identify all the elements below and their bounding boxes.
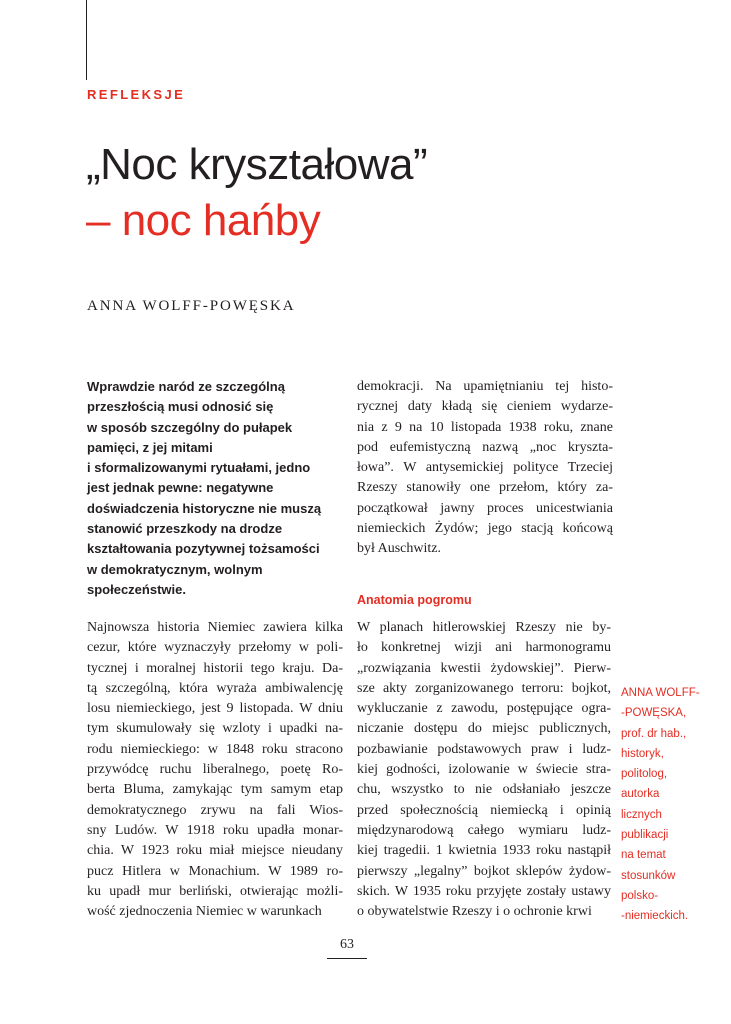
text-line: kształtowania pozytywnej tożsamości <box>87 541 320 557</box>
text-line: i sformalizowanymi rytuałami, jedno <box>87 460 311 476</box>
text-line: polsko- <box>621 889 659 902</box>
text-line: tą szczególną, która wyraża ambiwalencję <box>87 680 343 696</box>
text-line: historyk, <box>621 747 664 760</box>
text-line: W planach hitlerowskiej Rzeszy nie by- <box>357 620 611 635</box>
text-line: w sposób szczególny do pułapek <box>87 419 293 435</box>
body-column-1 <box>87 618 343 922</box>
text-line: Rzeszy stanowiły one przełom, który za- <box>357 480 613 496</box>
text-line: -POWĘSKA, <box>621 707 687 720</box>
text-line: w demokratycznym, wolnym <box>87 561 263 577</box>
text-line: -niemieckich. <box>621 910 689 923</box>
text-line: skich. W 1935 roku przyjęte zostały ustawy <box>357 883 611 899</box>
text-line: społeczeństwie. <box>87 581 186 597</box>
text-line: publikacji <box>621 829 669 842</box>
body-column-2-top <box>357 377 613 560</box>
text-line: na temat <box>621 849 666 862</box>
text-line: przywódcę ruchu liberalnego, poetę Ro- <box>87 762 343 778</box>
text-line: przeszłością musi odnosić się <box>87 399 274 415</box>
subheading: Anatomia pogromu <box>357 593 472 607</box>
text-line: losu niemieckiego, jest 9 listopada. W dniu <box>87 701 343 717</box>
text-line: stosunków <box>621 869 676 882</box>
text-line: chia. W 1923 roku miał miejsce nieudany <box>87 843 343 859</box>
text-line: pod eufemistyczną nazwą „noc kryszta- <box>357 439 613 455</box>
text-line: „rozwiązania kwestii żydowskiej”. Pierw- <box>357 660 611 676</box>
text-line: ku upadł mur berliński, otwierając możli- <box>87 883 343 899</box>
body-column-2-bottom <box>357 618 611 922</box>
text-line: berta Bluma, zamykając tym samym etap <box>87 782 343 798</box>
text-line: demokracji. Na upamiętnianiu tej histo- <box>357 379 613 394</box>
title-line-2: – noc hańby <box>86 196 321 245</box>
text-line: doświadczenia historyczne nie muszą <box>87 500 322 516</box>
text-line: autorka <box>621 788 660 801</box>
text-line: ło konkretnej wizji ani harmonogramu <box>357 640 611 656</box>
page-number: 63 <box>340 937 354 952</box>
top-vertical-rule <box>86 0 87 80</box>
text-line: sze akty zorganizowanego terroru: bojkot, <box>357 680 611 696</box>
text-line: międzynarodową całego wymiaru ludz- <box>357 822 611 838</box>
text-line: o obywatelstwie Rzeszy i o ochronie krwi <box>357 904 592 920</box>
text-line: tym skumulowały się wzloty i upadki na- <box>87 721 343 737</box>
text-line: wość zjednoczenia Niemiec w warunkach <box>87 904 322 920</box>
text-line: był Auschwitz. <box>357 541 441 557</box>
text-line: politolog, <box>621 768 668 781</box>
text-line: niemieckich Żydów; jego stacją końcową <box>357 521 613 537</box>
text-line: początkował jawny proces unicestwiania <box>357 500 613 516</box>
title-line-1: „Noc kryształowa” <box>86 140 428 189</box>
text-line: demokratycznego zrywu na fali Wios- <box>87 802 343 818</box>
text-line: nia z 9 na 10 listopada 1938 roku, znane <box>357 419 613 435</box>
text-line: pamięci, z jej mitami <box>87 439 213 455</box>
lead-paragraph <box>87 377 345 600</box>
text-line: ANNA WOLFF- <box>621 687 700 699</box>
text-line: pierwszy „legalny” bojkot sklepów żydow- <box>357 863 611 879</box>
text-line: rycznej daty kładą się cieniem wydarze- <box>357 399 613 415</box>
text-line: licznych <box>621 808 662 821</box>
text-line: wykluczanie z zawodu, postępujące ogra- <box>357 701 611 717</box>
section-label: REFLEKSJE <box>87 87 186 102</box>
text-line: Wprawdzie naród ze szczególną <box>87 379 285 394</box>
text-line: pucz Hitlera w Monachium. W 1989 ro- <box>87 863 343 879</box>
text-line: łowa”. W antysemickiej polityce Trzeciej <box>357 460 613 476</box>
author-sidenote <box>621 683 713 927</box>
text-line: rodu niemieckiego: w 1848 roku stracono <box>87 741 343 757</box>
text-line: prof. dr hab., <box>621 727 687 740</box>
text-line: pozbawianie podstawowych praw i ludz- <box>357 741 611 757</box>
text-line: sny Ludów. W 1918 roku upadła monar- <box>87 822 343 838</box>
text-line: cezur, które wyznaczyły przełomy w poli- <box>87 640 343 656</box>
text-line: chu, wszystko to nie odsłaniało jeszcze <box>357 782 611 798</box>
text-line: kiej godności, izolowanie w świecie stra- <box>357 762 611 778</box>
text-line: niczanie dostępu do miejsc publicznych, <box>357 721 611 737</box>
text-line: przed społecznością niemiecką i opinią <box>357 802 611 818</box>
text-line: jest jednak pewne: negatywne <box>87 480 274 496</box>
text-line: kiej tragedii. 1 kwietnia 1933 roku nastąpił <box>357 843 611 859</box>
text-line: stanowić przeszkody na drodze <box>87 521 283 537</box>
text-line: tycznej i moralnej historii tego kraju. Da- <box>87 660 343 676</box>
article-title <box>86 137 427 249</box>
text-line: Najnowsza historia Niemiec zawiera kilka <box>87 620 343 635</box>
author-byline: ANNA WOLFF-POWĘSKA <box>87 298 296 314</box>
page-number-rule <box>327 958 367 959</box>
